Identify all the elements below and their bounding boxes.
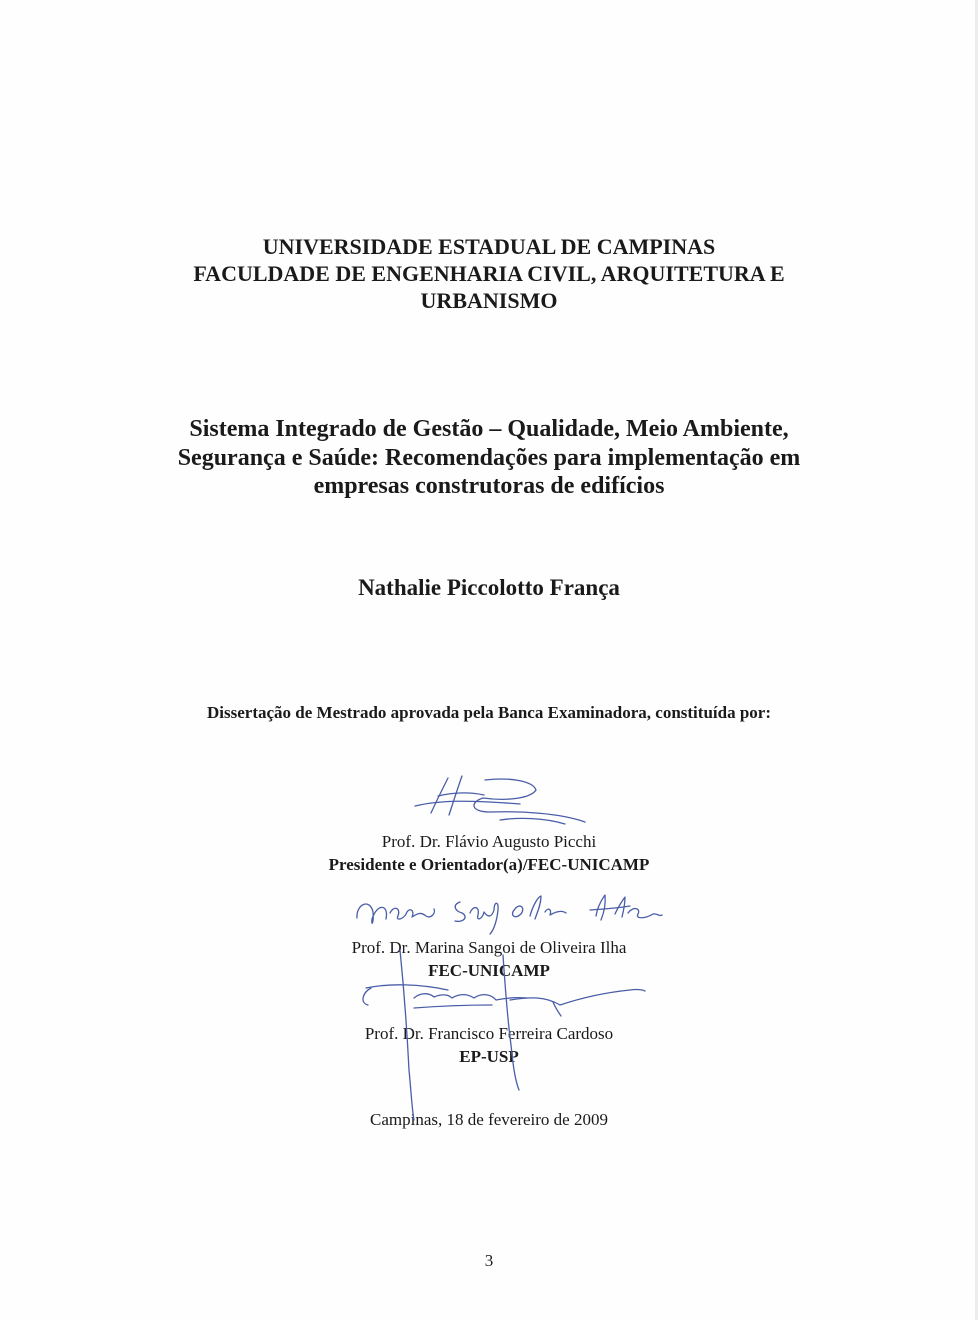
committee-member-2-role: FEC-UNICAMP: [428, 961, 550, 980]
dissertation-title-line3: empresas construtoras de edifícios: [313, 473, 665, 499]
signature-1-picchi: [415, 776, 585, 824]
committee-member-1-name: Prof. Dr. Flávio Augusto Picchi: [381, 832, 597, 851]
signature-2-ilha: [357, 895, 662, 934]
dissertation-title-line1: Sistema Integrado de Gestão – Qualidade, Meio Ambiente,: [189, 416, 789, 442]
committee-member-2-name: Prof. Dr. Marina Sangoi de Oliveira Ilha: [351, 938, 627, 957]
page-number: 3: [484, 1251, 494, 1270]
author-name: Nathalie Piccolotto França: [358, 575, 620, 600]
committee-member-1-role: Presidente e Orientador(a)/FEC-UNICAMP: [328, 855, 650, 874]
committee-member-3-role: EP-USP: [459, 1047, 519, 1066]
faculty-name-cont: URBANISMO: [420, 288, 558, 313]
faculty-name: FACULDADE DE ENGENHARIA CIVIL, ARQUITETURA E: [193, 261, 785, 286]
dissertation-title-line2: Segurança e Saúde: Recomendações para implementação em: [177, 445, 801, 471]
committee-member-3-name: Prof. Dr. Francisco Ferreira Cardoso: [364, 1024, 614, 1043]
place-and-date: Campinas, 18 de fevereiro de 2009: [370, 1110, 608, 1129]
approval-statement: Dissertação de Mestrado aprovada pela Banca Examinadora, constituída por:: [207, 703, 771, 722]
university-name: UNIVERSIDADE ESTADUAL DE CAMPINAS: [262, 234, 716, 259]
